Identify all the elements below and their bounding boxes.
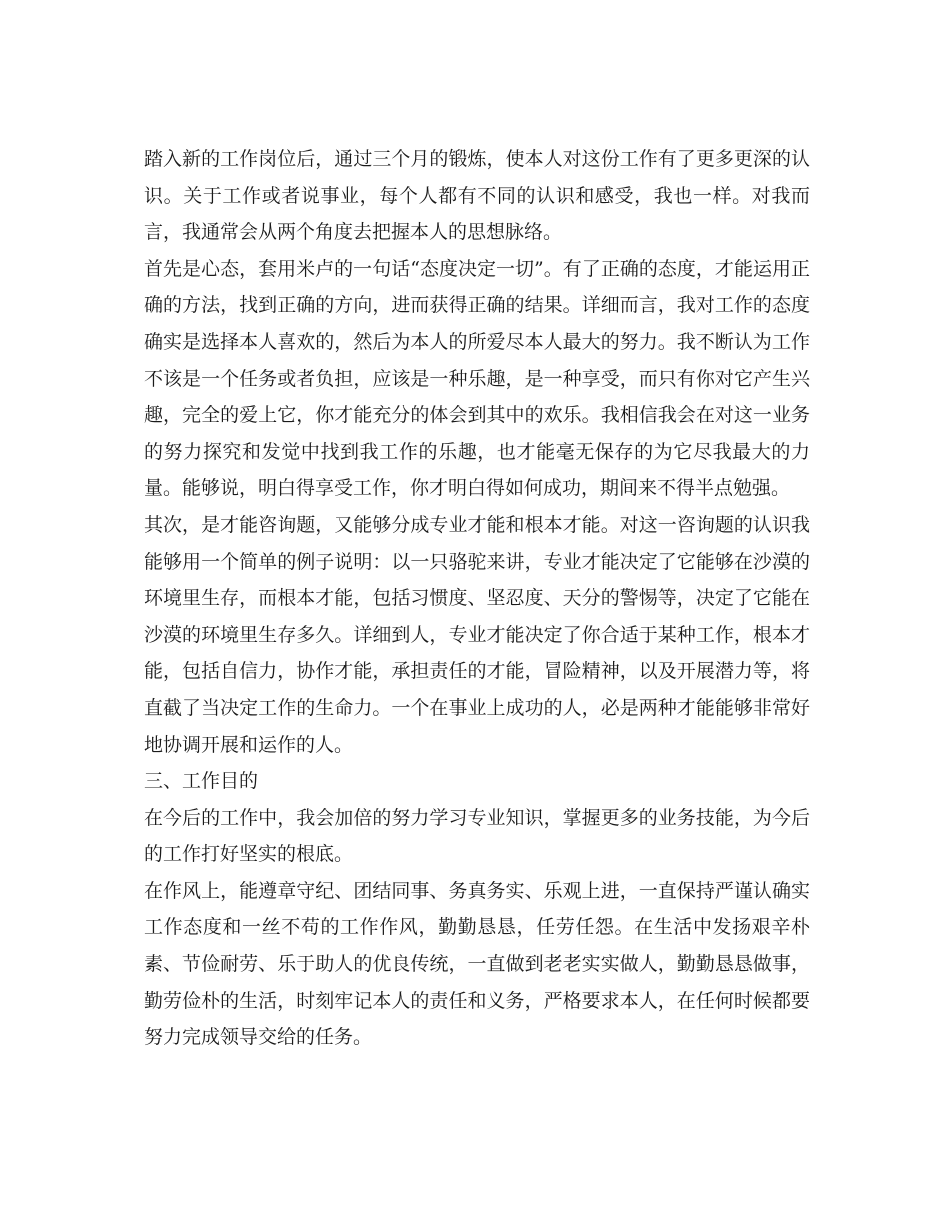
paragraph-attitude: 首先是心态，套用米卢的一句话“态度决定一切”。有了正确的态度，才能运用正确的方法，找到正确的方向，进而获得正确的结果。详细而言，我对工作的态度确实是选择本人喜欢的，然后为本人的所爱尽本人最大的努力。我不断认为工作不该是一个任务或者负担，应该是一种乐趣，是一种享受，而只有你对它产生兴趣，完全的爱上它，你才能充分的体会到其中的欢乐。我相信我会在对这一业务的努力探究和发觉中找到我工作的乐趣，也才能毫无保存的为它尽我最大的力量。能够说，明白得享受工作，你才明白得如何成功，期间来不得半点勉强。 — [144, 257, 810, 500]
document-body — [144, 141, 810, 1056]
paragraph-future-study: 在今后的工作中，我会加倍的努力学习专业知识，掌握更多的业务技能，为今后的工作打好坚实的根底。 — [144, 806, 810, 866]
paragraph-work-style: 在作风上，能遵章守纪、团结同事、务真务实、乐观上进，一直保持严谨认确实工作态度和一丝不苟的工作作风，勤勤恳恳，任劳任怨。在生活中发扬艰辛朴素、节俭耐劳、乐于助人的优良传统，一直做到老老实实做人，勤勤恳恳做事，勤劳俭朴的生活，时刻牢记本人的责任和义务，严格要求本人，在任何时候都要努力完成领导交给的任务。 — [144, 879, 810, 1049]
paragraph-intro: 踏入新的工作岗位后，通过三个月的锻炼，使本人对这份工作有了更多更深的认识。关于工作或者说事业，每个人都有不同的认识和感受，我也一样。对我而言，我通常会从两个角度去把握本人的思想脉络。 — [144, 148, 810, 244]
paragraph-ability: 其次，是才能咨询题，又能够分成专业才能和根本才能。对这一咨询题的认识我能够用一个简单的例子说明：以一只骆驼来讲，专业才能决定了它能够在沙漠的环境里生存，而根本才能，包括习惯度、坚忍度、天分的警惕等，决定了它能在沙漠的环境里生存多久。详细到人，专业才能决定了你合适于某种工作，根本才能，包括自信力，协作才能，承担责任的才能，冒险精神，以及开展潜力等，将直截了当决定工作的生命力。一个在事业上成功的人，必是两种才能能够非常好地协调开展和运作的人。 — [144, 513, 810, 756]
section-heading-work-goal: 三、工作目的 — [144, 770, 259, 793]
